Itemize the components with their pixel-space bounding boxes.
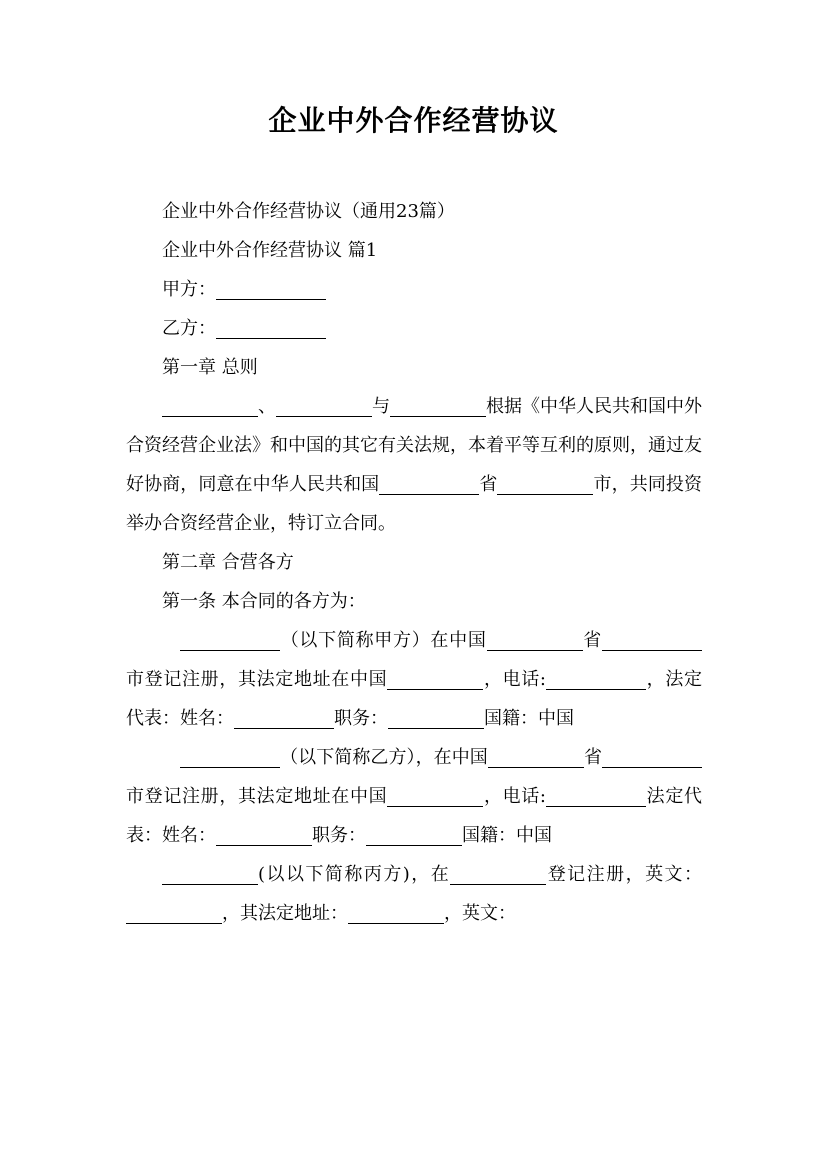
blank-field xyxy=(602,747,702,768)
section-heading: 企业中外合作经营协议 篇1 xyxy=(162,240,378,261)
blank-field xyxy=(234,708,334,729)
blank-field xyxy=(180,630,280,651)
party-b-line xyxy=(126,309,702,348)
text-fragment: 英文： xyxy=(645,864,703,885)
blank-field xyxy=(388,708,484,729)
blank-field xyxy=(387,786,483,807)
text-fragment: 省 xyxy=(582,630,603,651)
blank-field xyxy=(487,630,583,651)
chapter-2-heading: 第二章 合营各方 xyxy=(162,552,294,573)
text-fragment: ，其法定地址： xyxy=(222,903,348,924)
paragraph-party-a xyxy=(126,621,702,738)
article-1: 第一条 本合同的各方为： xyxy=(162,591,366,612)
page-title: 企业中外合作经营协议 xyxy=(268,104,559,137)
blank-field xyxy=(488,747,584,768)
text-fragment: (以以下简称丙方)，在 xyxy=(258,864,451,885)
text-fragment: ，电话: xyxy=(483,786,546,807)
blank-field xyxy=(348,903,444,924)
text-fragment: ，法定代表：姓名： xyxy=(126,669,702,729)
doc-subtitle: 企业中外合作经营协议（通用23篇） xyxy=(162,201,455,222)
text-fragment: 市登记注册，其法定地址在中国 xyxy=(126,669,388,690)
text-fragment: 职务： xyxy=(312,825,366,846)
blank-field xyxy=(276,396,372,417)
party-a-label: 甲方： xyxy=(162,279,216,300)
text-fragment: 市，共同投资举办合资经营企业，特订立合同。 xyxy=(126,474,703,534)
text-fragment: 国籍：中国 xyxy=(462,825,552,846)
blank-field xyxy=(450,864,546,885)
blank-field xyxy=(216,825,312,846)
text-fragment: 根据《中华人民共和国中外合资经营企业法》和中国的其它有关法规，本着平等互利的原则，通过友好协商，同意在中华人民共和国 xyxy=(126,396,702,495)
text-fragment: （以下简称甲方）在中国 xyxy=(280,630,487,651)
party-a-blank xyxy=(216,279,326,300)
blank-field xyxy=(366,825,462,846)
blank-field xyxy=(546,786,646,807)
text-fragment: ，英文： xyxy=(444,903,516,924)
blank-field xyxy=(180,747,280,768)
blank-field xyxy=(379,474,479,495)
blank-field xyxy=(497,474,593,495)
paragraph-party-c xyxy=(126,855,702,933)
blank-field xyxy=(387,669,483,690)
blank-field xyxy=(602,630,702,651)
blank-field xyxy=(390,396,486,417)
blank-field xyxy=(162,864,258,885)
party-a-line xyxy=(126,270,702,309)
chapter-1-heading: 第一章 总则 xyxy=(162,357,258,378)
paragraph-party-b xyxy=(126,738,702,855)
text-fragment: 省 xyxy=(583,747,603,768)
text-fragment: ，电话: xyxy=(483,669,546,690)
paragraph-general xyxy=(126,387,702,543)
text-fragment: 省 xyxy=(479,474,498,495)
party-b-blank xyxy=(216,318,326,339)
text-fragment: 与 xyxy=(372,396,390,417)
text-fragment: 、 xyxy=(258,396,276,417)
text-fragment: 市登记注册，其法定地址在中国 xyxy=(126,786,388,807)
text-fragment: 职务： xyxy=(334,708,388,729)
text-fragment: 法定代表：姓名： xyxy=(126,786,702,846)
text-fragment: 国籍：中国 xyxy=(484,708,574,729)
party-b-label: 乙方： xyxy=(162,318,216,339)
blank-field xyxy=(546,669,646,690)
text-fragment: （以下简称乙方），在中国 xyxy=(280,747,488,768)
blank-field xyxy=(126,903,222,924)
blank-field xyxy=(162,396,258,417)
text-fragment: 登记注册， xyxy=(546,864,646,885)
document-body xyxy=(126,192,702,933)
